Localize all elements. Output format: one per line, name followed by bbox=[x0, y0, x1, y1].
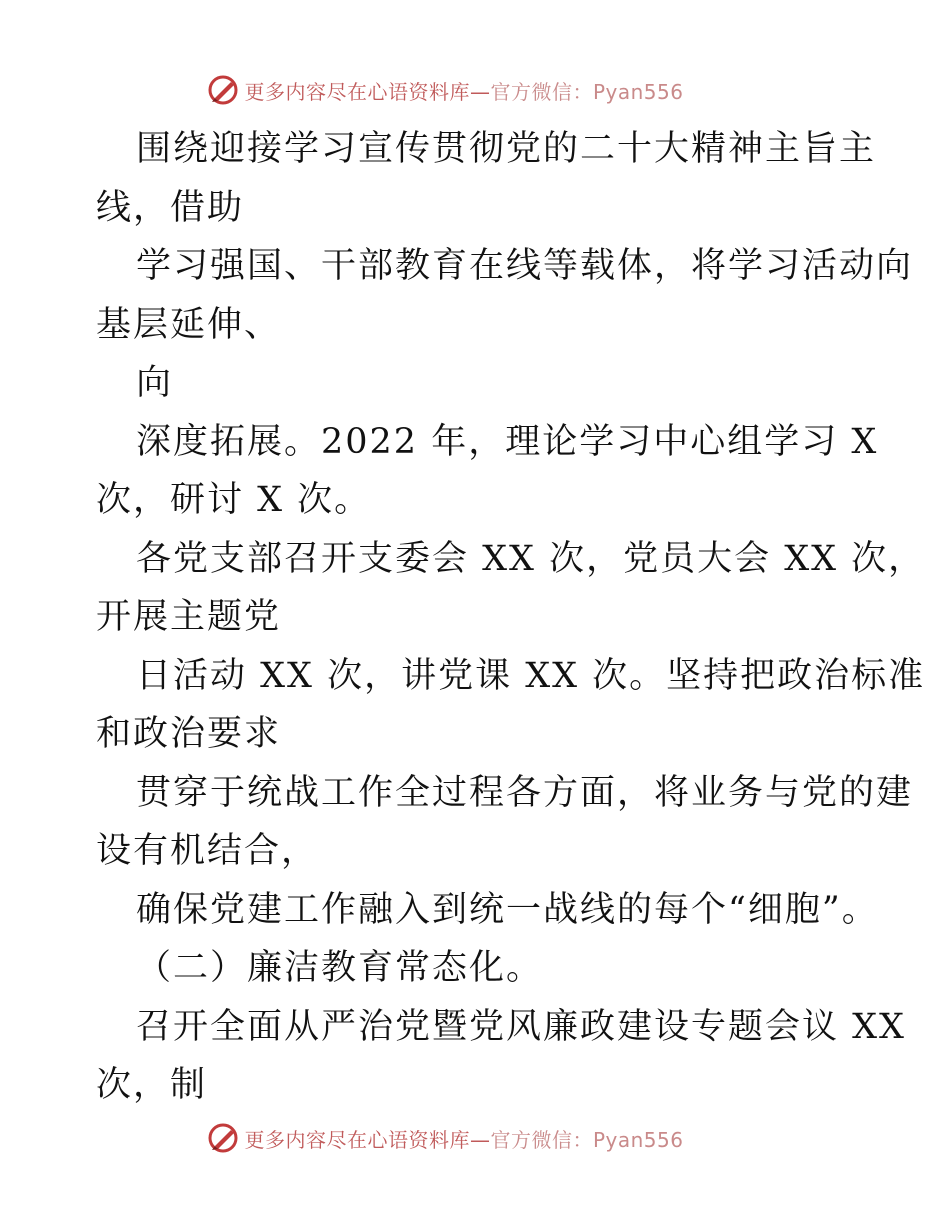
text-line: 深度拓展。2022 年，理论学习中心组学习 X bbox=[136, 421, 879, 462]
text-line: 确保党建工作融入到统一战线的每个“细胞”。 bbox=[136, 889, 879, 930]
footer-banner bbox=[0, 1118, 950, 1158]
text-line: 围绕迎接学习宣传贯彻党的二十大精神主旨主 bbox=[136, 129, 877, 169]
text-line: 和政治要求 bbox=[96, 714, 282, 754]
text-line: 日活动 XX 次，讲党课 XX 次。坚持把政治标准 bbox=[136, 655, 926, 696]
banner-text: 更多内容尽在心语资料库—官方微信：Pyan556 bbox=[244, 1127, 684, 1152]
pen-logo-icon bbox=[206, 1121, 240, 1155]
text-line: 召开全面从严治党暨党风廉政建设专题会议 XX bbox=[136, 1006, 906, 1047]
text-line: 向 bbox=[136, 363, 174, 403]
text-line: 次，研讨 X 次。 bbox=[96, 480, 372, 520]
text-line: 学习强国、干部教育在线等载体，将学习活动向 bbox=[136, 246, 914, 286]
text-line: 贯穿于统战工作全过程各方面，将业务与党的建 bbox=[136, 772, 914, 813]
header-banner bbox=[0, 70, 950, 110]
text-line: 设有机结合， bbox=[96, 831, 319, 871]
text-line: 线，借助 bbox=[96, 187, 245, 228]
banner-text: 更多内容尽在心语资料库—官方微信：Pyan556 bbox=[244, 79, 684, 104]
section-heading: （二）廉洁教育常态化。 bbox=[136, 948, 544, 988]
text-line: 各党支部召开支委会 XX 次，党员大会 XX 次， bbox=[136, 538, 926, 579]
document-body bbox=[96, 120, 926, 1115]
pen-logo-icon bbox=[206, 73, 240, 107]
text-line: 开展主题党 bbox=[96, 597, 282, 637]
text-line: 次，制 bbox=[96, 1065, 208, 1105]
text-line: 基层延伸、 bbox=[96, 304, 282, 345]
